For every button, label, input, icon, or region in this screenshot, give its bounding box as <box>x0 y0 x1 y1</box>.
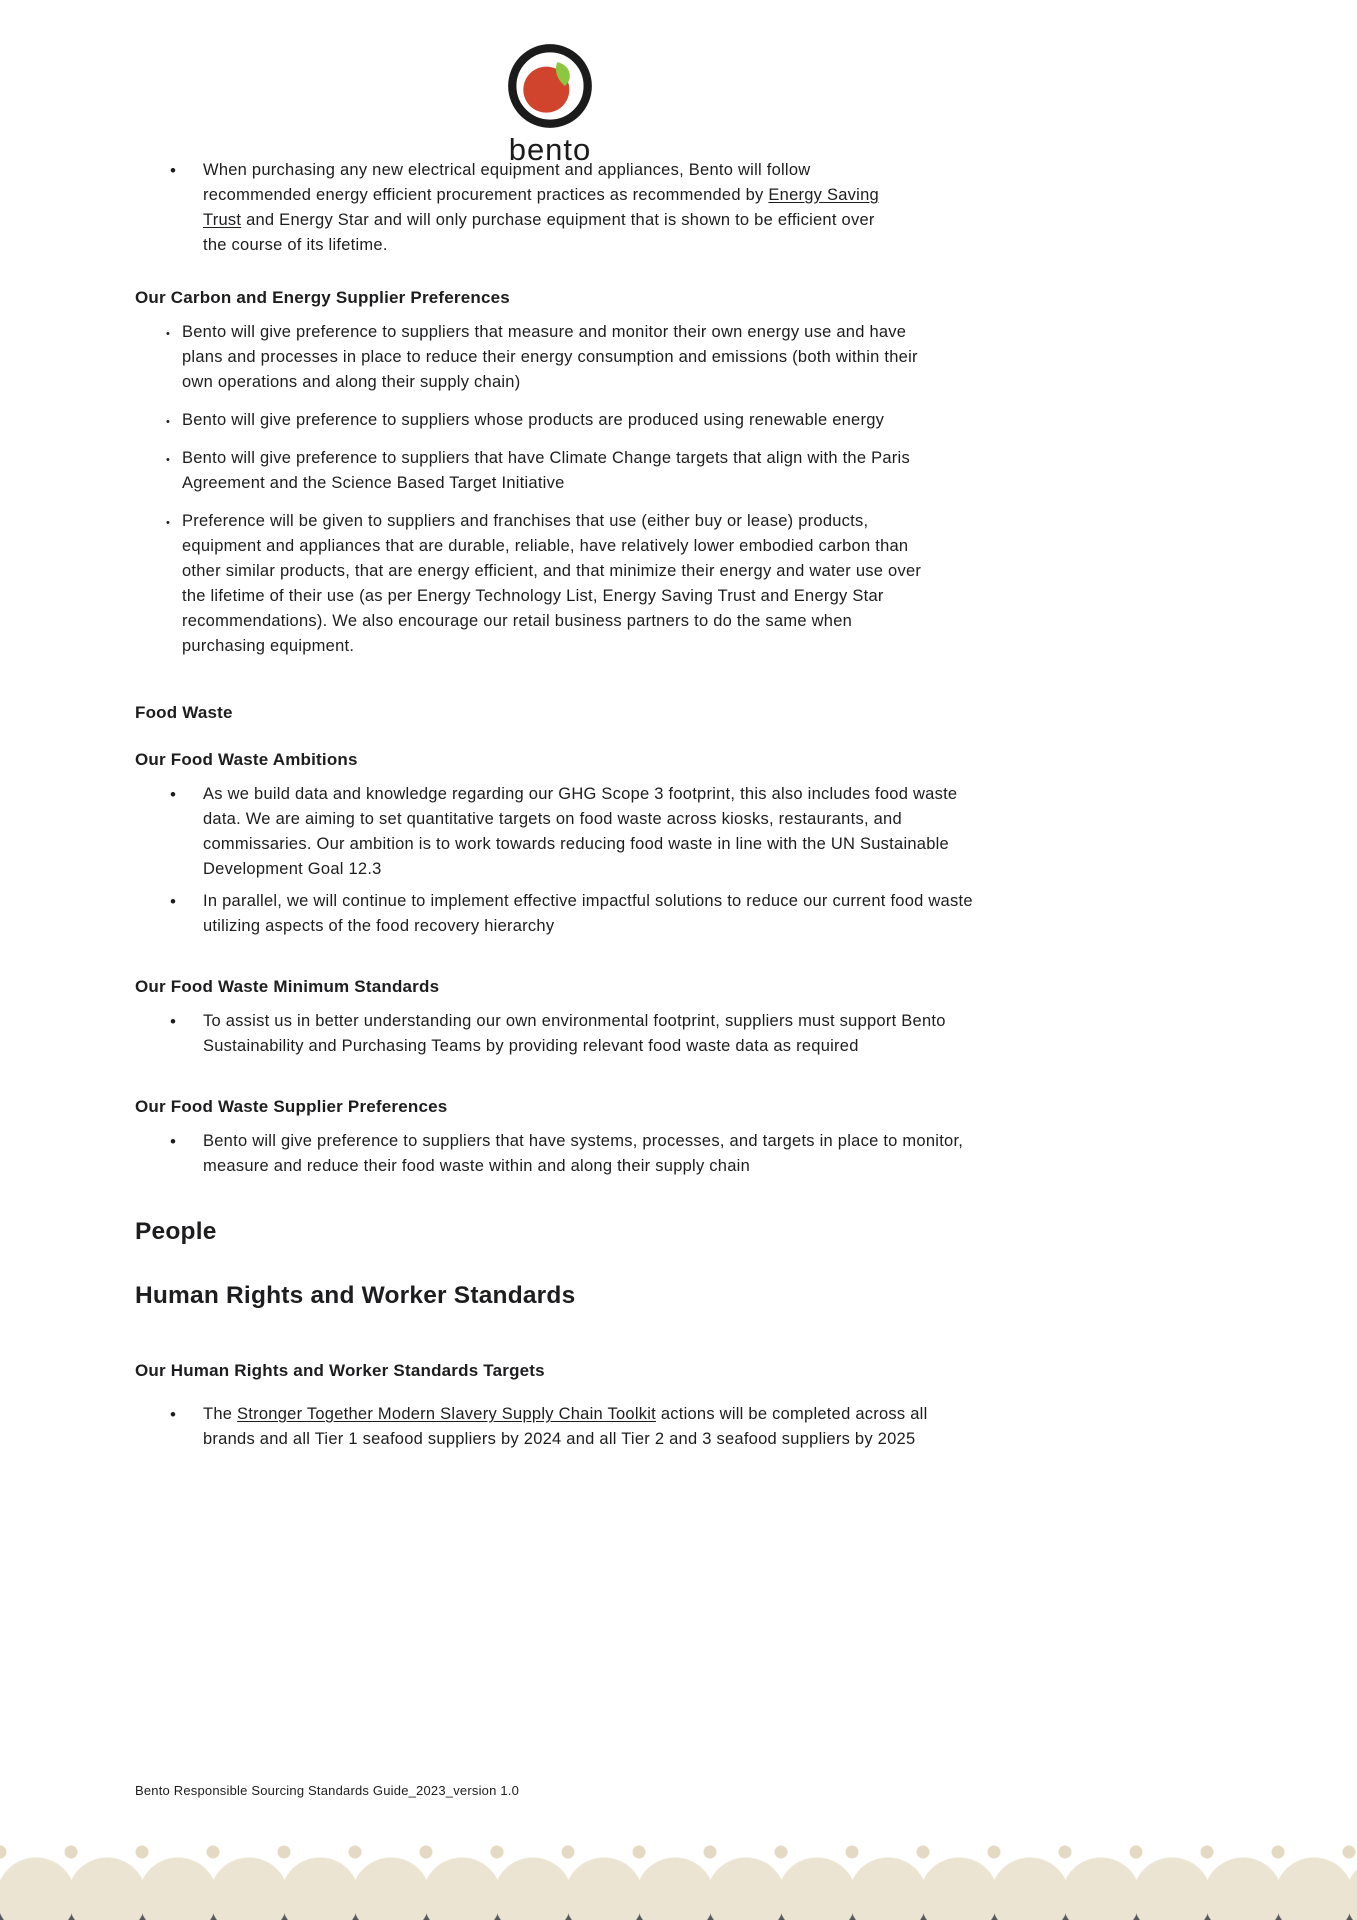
food-waste-minimum-standards-heading: Our Food Waste Minimum Standards <box>135 977 440 996</box>
list-item <box>135 158 903 258</box>
list-item: • In parallel, we will continue to implement effective impactful solutions to reduce our current food waste utilizing aspects of the food recovery hierarchy <box>135 889 975 939</box>
paragraph-text: actions will be completed across all brands and all Tier 1 seafood suppliers by 2024 and all Tier 2 and 3 seafood suppliers by 2025 <box>203 1405 928 1448</box>
list-item <box>135 1402 975 1452</box>
list-item: • Bento will give preference to suppliers that measure and monitor their own energy use and have plans and processes in place to reduce their energy consumption and emissions (both within their own operations and along their supply chain) <box>135 320 924 395</box>
paragraph-text: and Energy Star and will only purchase equipment that is shown to be efficient over the course of its lifetime. <box>203 211 875 254</box>
human-rights-targets-heading: Our Human Rights and Worker Standards Targets <box>135 1361 545 1380</box>
people-heading: People <box>135 1218 217 1245</box>
bento-logo-icon <box>504 40 596 132</box>
document-footer-text: Bento Responsible Sourcing Standards Guide_2023_version 1.0 <box>135 1783 519 1798</box>
list-item: • Bento will give preference to suppliers that have Climate Change targets that align with the Paris Agreement and the Science Based Target Initiative <box>135 446 924 496</box>
carbon-energy-supplier-preferences-heading: Our Carbon and Energy Supplier Preferences <box>135 288 510 307</box>
bento-logo <box>470 40 630 166</box>
paragraph-text: When purchasing any new electrical equipment and appliances, Bento will follow recommended energy efficient procurement practices as recommended by <box>203 161 811 204</box>
food-waste-heading: Food Waste <box>135 703 233 722</box>
human-rights-worker-standards-heading: Human Rights and Worker Standards <box>135 1282 576 1309</box>
energy-saving-trust-link[interactable]: Energy Saving Trust <box>203 186 879 229</box>
list-item: • Bento will give preference to suppliers whose products are produced using renewable energy <box>135 408 924 433</box>
decorative-border <box>0 1838 1357 1920</box>
bento-logo-wordmark: bento <box>508 132 592 167</box>
stronger-together-toolkit-link[interactable]: Stronger Together Modern Slavery Supply Chain Toolkit <box>237 1405 656 1423</box>
intro-bullet-list <box>135 158 975 258</box>
food-waste-ambitions-heading: Our Food Waste Ambitions <box>135 750 358 769</box>
paragraph-text: The <box>203 1405 238 1423</box>
food-waste-minimum-standards-list <box>135 1009 975 1059</box>
food-waste-ambitions-list <box>135 782 975 939</box>
list-item: • Bento will give preference to suppliers that have systems, processes, and targets in place to monitor, measure and reduce their food waste within and along their supply chain <box>135 1129 975 1179</box>
carbon-preferences-list <box>135 320 975 659</box>
list-item: • Preference will be given to suppliers and franchises that use (either buy or lease) products, equipment and appliances that are durable, reliable, have relatively lower embodied carbon than other similar products, that are energy efficient, and that minimize their energy and water use over the lifetime of their use (as per Energy Technology List, Energy Saving Trust and Energy Star recommendations). We also encourage our retail business partners to do the same when purchasing equipment. <box>135 509 924 659</box>
list-item: • To assist us in better understanding our own environmental footprint, suppliers must support Bento Sustainability and Purchasing Teams by providing relevant food waste data as required <box>135 1009 963 1059</box>
decorative-scallop-pattern <box>0 1838 1357 1920</box>
food-waste-supplier-preferences-heading: Our Food Waste Supplier Preferences <box>135 1097 448 1116</box>
list-item: • As we build data and knowledge regarding our GHG Scope 3 footprint, this also includes food waste data. We are aiming to set quantitative targets on food waste across kiosks, restaurants, and commissaries. Our ambition is to work towards reducing food waste in line with the UN Sustainable Development Goal 12.3 <box>135 782 975 882</box>
food-waste-supplier-preferences-list <box>135 1129 975 1179</box>
human-rights-targets-list <box>135 1402 975 1452</box>
